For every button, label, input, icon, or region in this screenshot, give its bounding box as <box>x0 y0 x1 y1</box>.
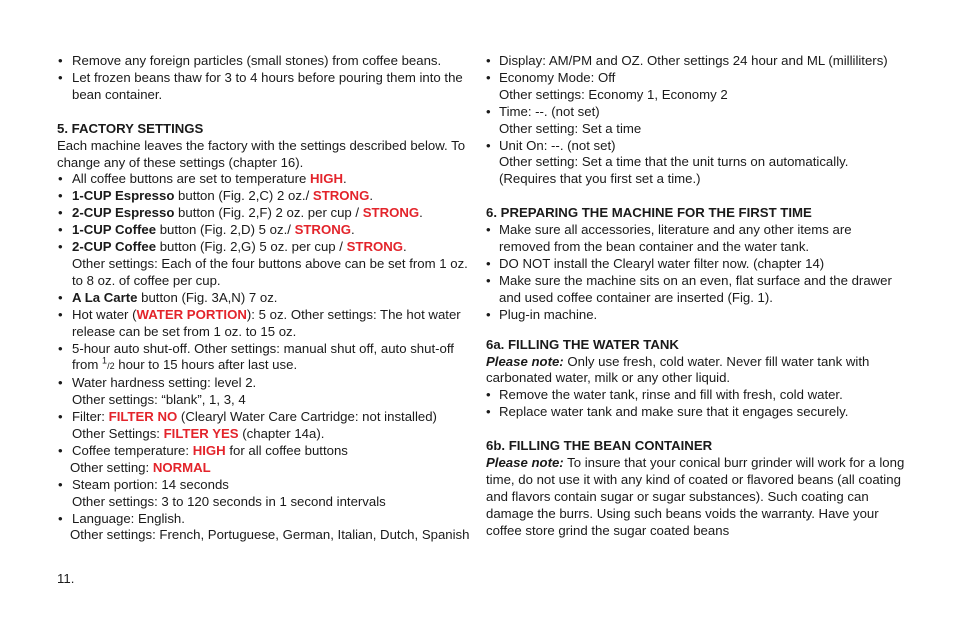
list-item <box>486 70 906 104</box>
section-6b-note <box>486 455 906 540</box>
list-item <box>57 409 472 443</box>
other-settings: Other setting: Set a time <box>499 120 642 136</box>
highlight-value: HIGH <box>310 171 343 187</box>
highlight-value: NORMAL <box>152 459 211 475</box>
list-item <box>486 222 906 256</box>
list-item <box>57 511 472 545</box>
item-text: Hot water ( <box>72 306 137 322</box>
highlight-value: FILTER NO <box>108 409 178 425</box>
item-text: • Language: English. <box>72 510 185 526</box>
other-settings: Other settings: 3 to 120 seconds in 1 second intervals <box>72 493 386 509</box>
item-text: Filter: <box>72 409 109 425</box>
item-text: button (Fig. 3A,N) 7 oz. <box>137 289 278 305</box>
button-name: 1-CUP Espresso <box>72 188 175 204</box>
item-text: button (Fig. 2,C) 2 oz./ <box>174 188 313 204</box>
item-text: Coffee temperature: <box>72 442 193 458</box>
item-text: button (Fig. 2,G) 5 oz. per cup / <box>156 239 347 255</box>
note-label: Please note: <box>486 353 564 369</box>
list-item: • 2-CUP Espresso button (Fig. 2,F) 2 oz. per cup / STRONG. <box>57 205 472 222</box>
page-number: 11. <box>57 571 75 586</box>
item-text: • Steam portion: 14 seconds <box>72 476 229 492</box>
note-text: To insure that your conical burr grinder will work for a long time, do not use it with any kind of coated or flavored beans (all coating and flavors contain sugar or sugar substances). Such coating can damage the burrs. Using such beans voids the warranty. Have your coffee store grind the sugar coated beans <box>486 455 905 538</box>
list-item <box>57 443 472 477</box>
list-item <box>486 138 906 189</box>
bullet-text: Remove any foreign particles (small stones) from coffee beans. <box>72 53 442 68</box>
section-6a-heading: 6a. FILLING THE WATER TANK <box>486 336 679 352</box>
button-name: 1-CUP Coffee <box>72 222 157 238</box>
list-item <box>57 375 472 409</box>
section-5-heading: 5. FACTORY SETTINGS <box>57 120 204 136</box>
button-name: A La Carte <box>72 289 138 305</box>
intro-list <box>57 53 472 104</box>
section-6-heading: 6. PREPARING THE MACHINE FOR THE FIRST TIME <box>486 205 812 221</box>
list-item <box>57 341 472 376</box>
list-item <box>486 104 906 138</box>
other-settings: Other settings: Each of the four buttons above can be set from 1 oz. to 8 oz. of coffee per cup. <box>72 255 468 288</box>
button-name: 2-CUP Coffee <box>72 239 157 255</box>
bullet-text: Let frozen beans thaw for 3 to 4 hours before pouring them into the bean container. <box>72 69 463 102</box>
item-text: button (Fig. 2,D) 5 oz./ <box>156 222 295 238</box>
item-text: DO NOT install the Clearyl water filter now. (chapter 14) <box>499 255 825 271</box>
item-text: for all coffee buttons <box>225 442 348 458</box>
item-text: • Display: AM/PM and OZ. Other settings 24 hour and ML (milliliters) <box>499 53 888 68</box>
list-item <box>486 53 906 70</box>
highlight-value: STRONG <box>346 239 404 255</box>
other-settings: Other settings: “blank”, 1, 3, 4 <box>72 392 246 408</box>
other-settings: Other settings: French, Portuguese, German, Italian, Dutch, Spanish <box>70 527 470 543</box>
section-5-intro: Each machine leaves the factory with the settings described below. To change any of these settings (chapter 16). <box>57 137 466 170</box>
item-text: Remove the water tank, rinse and fill with fresh, cold water. <box>499 387 843 403</box>
highlight-value: STRONG <box>312 188 370 204</box>
note-label: Please note: <box>486 455 564 471</box>
list-item <box>486 273 906 307</box>
fraction-numerator: 1 <box>102 356 108 367</box>
item-text: Make sure all accessories, literature and any other items are removed from the bean container and the water tank. <box>499 222 852 255</box>
list-item <box>57 53 472 70</box>
highlight-value: STRONG <box>362 205 420 221</box>
other-settings: Other setting: Set a time that the unit turns on automatically. (Requires that you first set a time.) <box>499 154 849 187</box>
list-item <box>57 477 472 511</box>
list-item <box>486 256 906 273</box>
list-item <box>57 307 472 341</box>
factory-settings-list <box>57 171 472 544</box>
list-item <box>486 404 906 421</box>
section-6b-heading: 6b. FILLING THE BEAN CONTAINER <box>486 438 713 454</box>
list-item: • 2-CUP Coffee button (Fig. 2,G) 5 oz. per cup / STRONG. Other settings: Each of the four buttons above can be set from 1 oz. to 8 oz. of coffee per cup. <box>57 239 472 290</box>
highlight-value: WATER PORTION <box>136 306 247 322</box>
list-item <box>57 290 472 307</box>
item-text: All coffee buttons are set to temperature <box>72 171 310 187</box>
item-text: button (Fig. 2,F) 2 oz. per cup / <box>174 205 363 221</box>
item-text: 5-hour auto shut-off. Other settings: manual shut off, auto shut-off from <box>72 340 454 373</box>
item-text: • Economy Mode: Off <box>499 69 616 85</box>
right-column <box>486 53 906 540</box>
highlight-value: HIGH <box>192 442 226 458</box>
list-item: • All coffee buttons are set to temperature HIGH. <box>57 171 472 188</box>
list-item: • 1-CUP Coffee button (Fig. 2,D) 5 oz./ STRONG. <box>57 222 472 239</box>
other-settings-list <box>486 53 906 188</box>
section-6a-list <box>486 387 906 421</box>
item-text: • Time: --. (not set) <box>499 103 600 119</box>
left-column <box>57 53 472 544</box>
item-text: • Water hardness setting: level 2. <box>72 375 257 391</box>
list-item <box>486 387 906 404</box>
highlight-value: STRONG <box>294 222 351 238</box>
highlight-value: FILTER YES <box>163 426 239 442</box>
section-6a-note <box>486 354 906 388</box>
other-settings: Other settings: Economy 1, Economy 2 <box>499 86 728 102</box>
item-text: (chapter 14a). <box>238 426 325 442</box>
other-settings: Other Settings: <box>72 426 164 442</box>
list-item <box>486 307 906 324</box>
section-6-list <box>486 222 906 323</box>
item-text: ): 5 oz. Other settings: The hot water release can be set from 1 oz. to 15 oz. <box>72 306 461 339</box>
item-text: Replace water tank and make sure that it engages securely. <box>499 404 849 420</box>
item-text: • Unit On: --. (not set) <box>499 137 616 153</box>
item-text: (Clearyl Water Care Cartridge: not installed) <box>177 409 437 425</box>
other-settings: Other setting: <box>70 459 153 475</box>
button-name: 2-CUP Espresso <box>72 205 175 221</box>
item-text: hour to 15 hours after last use. <box>114 357 298 373</box>
list-item <box>57 70 472 104</box>
fraction-denominator: /2 <box>107 361 115 372</box>
note-text: Only use fresh, cold water. Never fill water tank with carbonated water, milk or any other liquid. <box>486 353 870 386</box>
item-text: Plug-in machine. <box>499 306 598 322</box>
item-text: Make sure the machine sits on an even, flat surface and the drawer and used coffee container are inserted (Fig. 1). <box>499 272 892 305</box>
list-item: • 1-CUP Espresso button (Fig. 2,C) 2 oz./ STRONG. <box>57 188 472 205</box>
